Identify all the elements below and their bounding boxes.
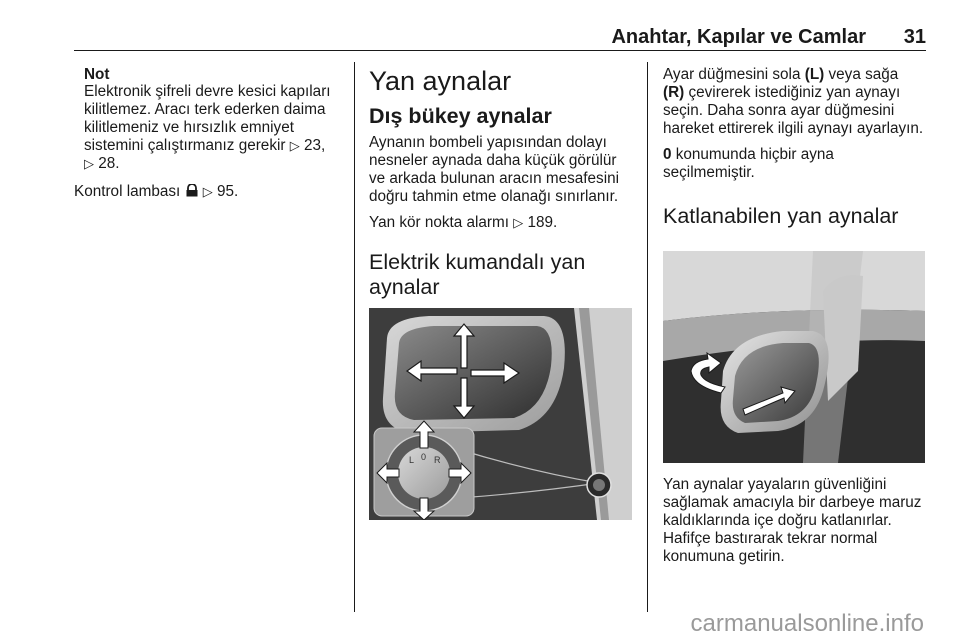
- note-text: Elektronik şifreli devre kesici kapıları kilitlemez. Aracı terk ederken daima kilitlemeniz ve hırsızlık emniyet sistemini çalıştırmanız gerekir ▷ 23, ▷ 28.: [84, 83, 331, 172]
- folding-mirror-illustration: [663, 251, 925, 463]
- subheading-convex-mirrors: Dış bükey aynalar: [369, 104, 552, 128]
- section-heading: Yan aynalar: [369, 66, 512, 96]
- kontrol-lamp-text: Kontrol lambası ▷ 95.: [74, 183, 239, 200]
- chapter-title: Anahtar, Kapılar ve Camlar: [611, 26, 866, 48]
- column-divider-2: [647, 62, 648, 612]
- column-2: [369, 66, 635, 314]
- zero-position-paragraph: 0 konumunda hiçbir ayna seçilmemiştir.: [663, 146, 834, 181]
- subheading-electric-mirrors: Elektrik kumandalı yan aynalar: [369, 250, 586, 299]
- column-1: [74, 66, 344, 209]
- note-box: [74, 66, 344, 173]
- header-rule: [74, 50, 926, 51]
- reference-arrow-icon: ▷: [289, 138, 300, 153]
- note-title: Not: [84, 66, 110, 83]
- reference-arrow-icon: ▷: [202, 184, 213, 199]
- mirror-adjust-figure: [369, 308, 632, 520]
- folding-text-block: [663, 476, 928, 574]
- mirror-adjust-illustration: [369, 308, 632, 520]
- subheading-folding-mirrors: Katlanabilen yan aynalar: [663, 204, 899, 228]
- adjust-paragraph: Ayar düğmesini sola (L) veya sağa (R) çevirerek istediğiniz yan aynayı seçin. Daha sonra ayar düğmesini hareket ettirerek ilgili aynayı ayarlayın.: [663, 66, 924, 137]
- lock-lamp-icon: [185, 184, 199, 197]
- column-divider-1: [354, 62, 355, 612]
- knob-label-left: L: [409, 455, 415, 465]
- folding-paragraph: Yan aynalar yayaların güvenliğini sağlamak amacıyla bir darbeye maruz kaldıklarında içe doğru katlanırlar. Hafifçe bastırarak tekrar normal konumuna getirin.: [663, 476, 922, 565]
- reference-arrow-icon: ▷: [84, 156, 94, 171]
- blind-spot-text: Yan kör nokta alarmı ▷ 189.: [369, 214, 558, 231]
- knob-label-center: 0: [421, 452, 427, 462]
- watermark: carmanualsonline.info: [690, 610, 924, 637]
- convex-paragraph: Aynanın bombeli yapısından dolayı nesneler aynada daha küçük görülür ve arkada bulunan aracın mesafesini doğru tahmin etme olanağı sınırlanır.: [369, 134, 620, 205]
- column-3: [663, 66, 928, 241]
- knob-label-right: R: [434, 455, 441, 465]
- page-number: 31: [903, 26, 926, 48]
- page-header: [74, 26, 926, 48]
- reference-arrow-icon: ▷: [513, 215, 524, 230]
- folding-mirror-figure: [663, 251, 925, 463]
